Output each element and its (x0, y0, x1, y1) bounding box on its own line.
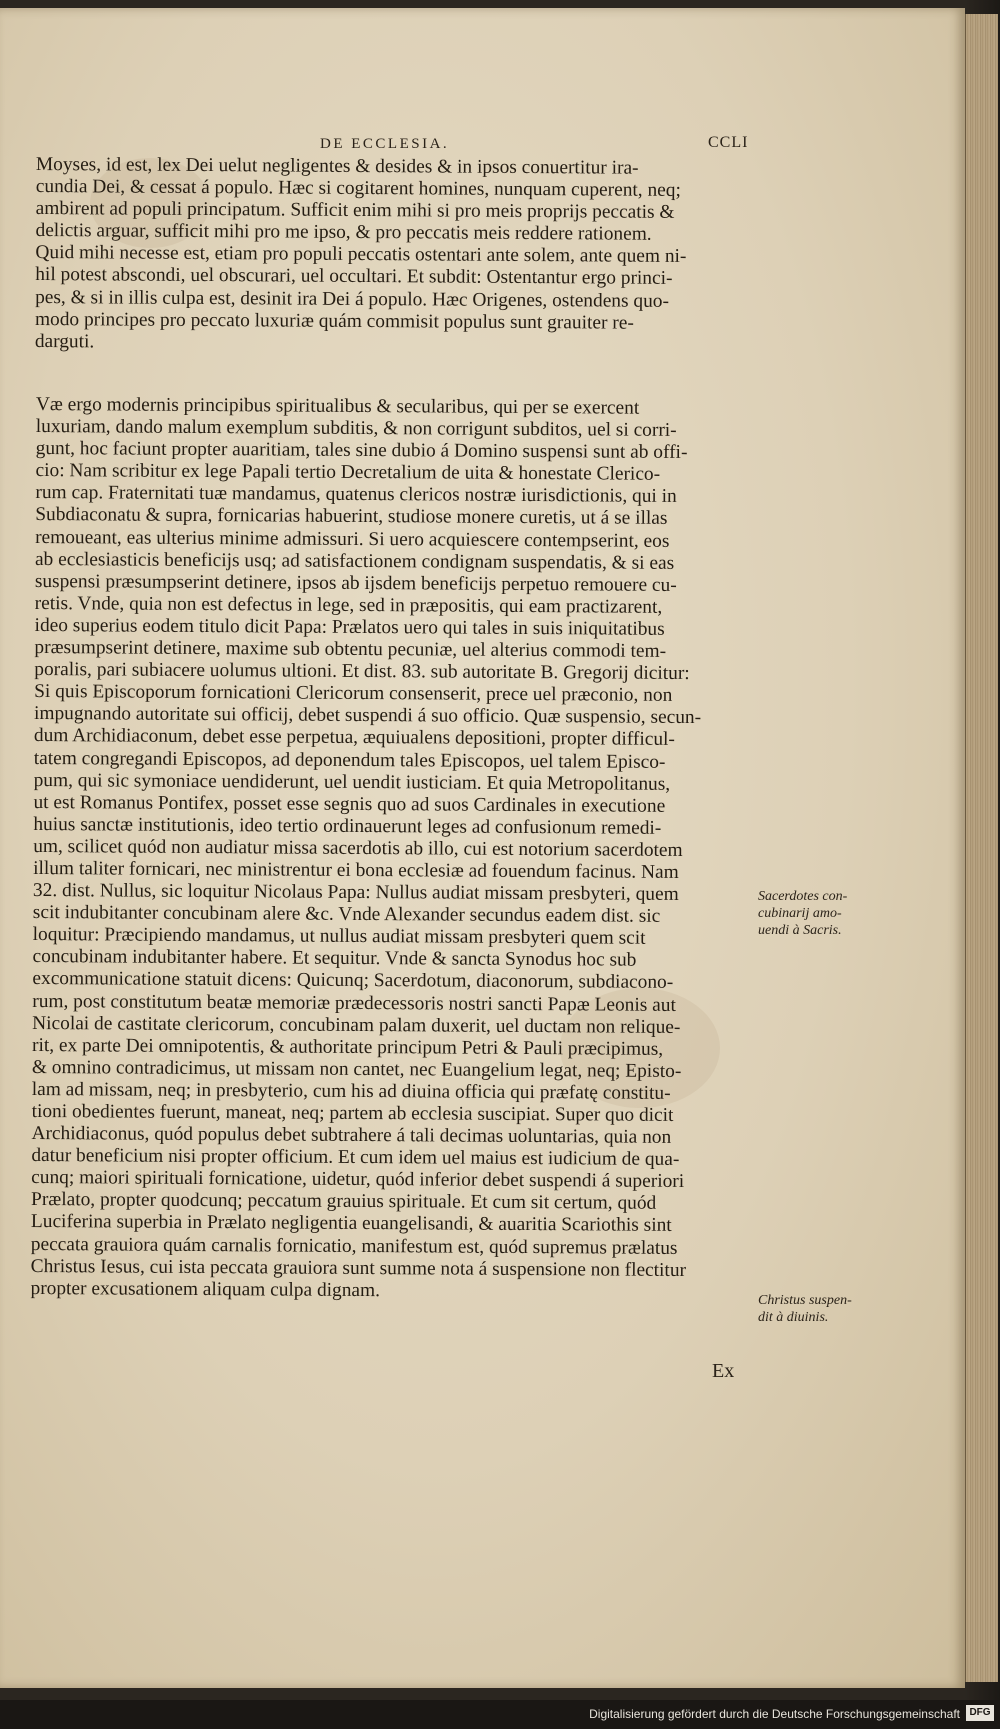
paragraph-2-line: tatem congregandi Episcopos, ad deponendum tales Episcopos, uel talem Episco- (33, 747, 666, 773)
paragraph-1-line: cundia Dei, & cessat á populo. Hæc si cogitarent homines, nunquam cuperent, neq; (35, 176, 681, 202)
paragraph-2-line: illum taliter fornicari, nec ministrentur ei bona ecclesiæ ad fouendum facinus. Nam (33, 857, 679, 883)
paragraph-2-line: um, scilicet quód non audiatur missa sacerdotis ab illo, cui est notorium sacerdotem (33, 835, 683, 861)
paragraph-2-line: lam ad missam, neq; in presbyterio, cum his ad diuina officia qui præfatę constitu- (31, 1078, 671, 1104)
paragraph-2-line: Si quis Episcoporum fornicationi Clericorum consenserit, prece uel præconio, non (34, 681, 673, 707)
paragraph-2-line: impugnando autoritate sui officij, debet suspendi á suo officio. Quæ suspensio, secun- (33, 703, 702, 729)
paragraph-2-line: peccata grauiora quám carnalis fornicatio, manifestum est, quód supremus prælatus (30, 1233, 678, 1259)
paragraph-2-line: huius sanctæ institutionis, ideo tertio ordinauerunt leges ad confusionum remedi- (33, 813, 662, 839)
paragraph-2-line: poralis, pari subiacere uolumus ultioni. Et dist. 83. sub autoritate B. Gregorij dicitur: (34, 659, 690, 685)
footer-bar (0, 1700, 1000, 1729)
paragraph-2-line: scit indubitanter concubinam alere &c. Vnde Alexander secundus eadem dist. sic (32, 902, 661, 927)
paragraph-2-line: præsumpserint detinere, maxime sub obtentu pecuniæ, uel alterius commodi tem- (34, 637, 667, 662)
paragraph-1-line: hil potest abscondi, uel obscurari, uel occultari. Et subdit: Ostentantur ergo princi- (35, 264, 673, 290)
paragraph-2-line: concubinam indubitanter habere. Et sequitur. Vnde & sancta Synodus hoc sub (32, 946, 637, 972)
paragraph-2-line: Luciferina superbia in Prælato negligentia euangelisandi, & auaritia Scariothis sint (30, 1211, 672, 1237)
marginal-note-line: Christus suspen- (758, 1293, 852, 1308)
paragraph-2-line: remoueant, eas ulterius minime admissuri. Si uero acquiescere contempserint, eos (35, 526, 670, 552)
paragraph-2-line: ab ecclesiasticis beneficijs usq; ad satisfactionem condignam suspendatis, & si eas (34, 548, 675, 574)
paragraph-2-line: rit, ex parte Dei omnipotentis, & authoritate principum Petri & Pauli præcipimus, (31, 1034, 664, 1060)
page-edges (965, 14, 998, 1682)
paragraph-2-line: ideo superius eodem titulo dicit Papa: Prælatos uero qui tales in suis iniquitatibus (34, 614, 665, 640)
paragraph-2-line: loquitur: Præcipiendo mandamus, ut nullus audiat missam presbyteri quem scit (32, 924, 646, 949)
paragraph-2-line: cunq; maiori spirituali fornicatione, uidetur, quód inferior debet suspendi á superiori (31, 1167, 685, 1193)
paragraph-2-line: propter excusationem aliquam culpa dignam. (30, 1277, 381, 1301)
marginal-note-line: cubinarij amo- (758, 906, 842, 921)
paragraph-2-line: excommunicatione statuit dicens: Quicunq; Sacerdotum, diaconorum, subdiacono- (32, 968, 674, 994)
running-head-title: DE ECCLESIA. (320, 136, 450, 152)
paragraph-2-line: 32. dist. Nullus, sic loquitur Nicolaus Papa: Nullus audiat missam presbyteri, quem (32, 880, 679, 905)
paragraph-2-line: cio: Nam scribitur ex lege Papali tertio Decretalium de uita & honestate Clerico- (35, 460, 661, 486)
marginal-note-1 (758, 888, 868, 939)
folio-number: CCLI (708, 134, 749, 151)
paragraph-1 (35, 154, 776, 357)
marginal-note-line: uendi à Sacris. (758, 923, 842, 938)
paragraph-2-line: Prælato, propter quodcunq; peccatum grauius spirituale. Et cum sit certum, quód (31, 1189, 657, 1215)
paragraph-2-line: rum, post constitutum beatæ memoriæ prædecessoris nostri sancti Papæ Leonis aut (32, 990, 676, 1016)
paragraph-1-line: darguti. (34, 330, 95, 353)
catchword: Ex (712, 1360, 735, 1382)
paragraph-1-line: Quid mihi necesse est, etiam pro populi peccatis ostentari ante solem, ante quem ni- (35, 242, 687, 268)
paragraph-2-line: luxuriam, dando malum exemplum subditis, & non corrigunt subditos, uel si corri- (35, 416, 677, 442)
paragraph-1-line: Moyses, id est, lex Dei uelut negligentes & desides & in ipsos conuertitur ira- (35, 154, 639, 179)
dfg-logo: DFG (966, 1705, 994, 1721)
paragraph-2-line: rum cap. Fraternitati tuæ mandamus, quatenus clericos nostræ iurisdictionis, qui in (35, 482, 677, 508)
paragraph-2-line: Nicolai de castitate clericorum, concubinam palam duxerit, uel ductam non relique- (32, 1012, 681, 1038)
paragraph-2-line: datur beneficium nisi propter officium. Et cum idem uel maius est iudicium de qua- (31, 1145, 680, 1171)
paragraph-2 (30, 394, 776, 1304)
marginal-note-line: Sacerdotes con- (758, 889, 848, 904)
book-page (0, 8, 965, 1688)
funding-credit: Digitalisierung gefördert durch die Deutsche Forschungsgemeinschaft (589, 1707, 960, 1721)
paragraph-2-line: Subdiaconatu & supra, fornicarias habuerint, studiose monere curetis, ut á se illas (35, 504, 668, 530)
paragraph-2-line: suspensi præsumpserint detinere, ipsos ab ijsdem beneficijs perpetuo remouere cu- (34, 570, 677, 596)
paragraph-1-line: delictis arguar, sufficit mihi pro me ipso, & pro peccatis meis reddere rationem. (35, 220, 652, 246)
paragraph-2-line: Archidiaconus, quód populus debet subtrahere á tali decimas uoluntarias, quia non (31, 1123, 672, 1148)
paragraph-1-line: ambirent ad populi principatum. Sufficit enim mihi si pro meis proprijs peccatis & (35, 198, 675, 224)
paragraph-2-line: dum Archidiaconum, debet esse perpetua, æquiualens depositioni, propter difficul- (33, 725, 675, 751)
paragraph-2-line: tioni obedientes fuerunt, maneat, neq; partem ab ecclesia suscipiat. Super quo dicit (31, 1100, 674, 1126)
paragraph-1-line: modo principes pro peccato luxuriæ quám commisit populus sunt grauiter re- (34, 308, 634, 334)
paragraph-2-line: ut est Romanus Pontifex, posset esse segnis quo ad suos Cardinales in executione (33, 791, 666, 817)
paragraph-2-line: Væ ergo modernis principibus spiritualibus & secularibus, qui per se exercent (35, 394, 640, 419)
paragraph-2-line: Christus Iesus, cui ista peccata grauiora sunt summe nota á suspensione non flectitur (30, 1255, 687, 1281)
paragraph-2-line: & omnino contradicimus, ut missam non cantet, nec Euangelium legat, neq; Episto- (31, 1056, 682, 1082)
paragraph-2-line: gunt, hoc faciunt propter auaritiam, tales sine dubio á Domino suspensi sunt ab offi- (35, 438, 688, 464)
paragraph-2-line: retis. Vnde, quia non est defectus in lege, sed in præpositis, qui eam practizarent, (34, 592, 663, 618)
paragraph-1-line: pes, & si in illis culpa est, desinit ira Dei á populo. Hæc Origenes, ostendens quo- (35, 286, 670, 312)
marginal-note-2 (758, 1292, 858, 1326)
paragraph-2-line: pum, qui sic symoniace uendiderunt, uel uendit iusticiam. Et quia Metropolitanus, (33, 769, 671, 795)
marginal-note-line: dit à diuinis. (758, 1310, 829, 1325)
